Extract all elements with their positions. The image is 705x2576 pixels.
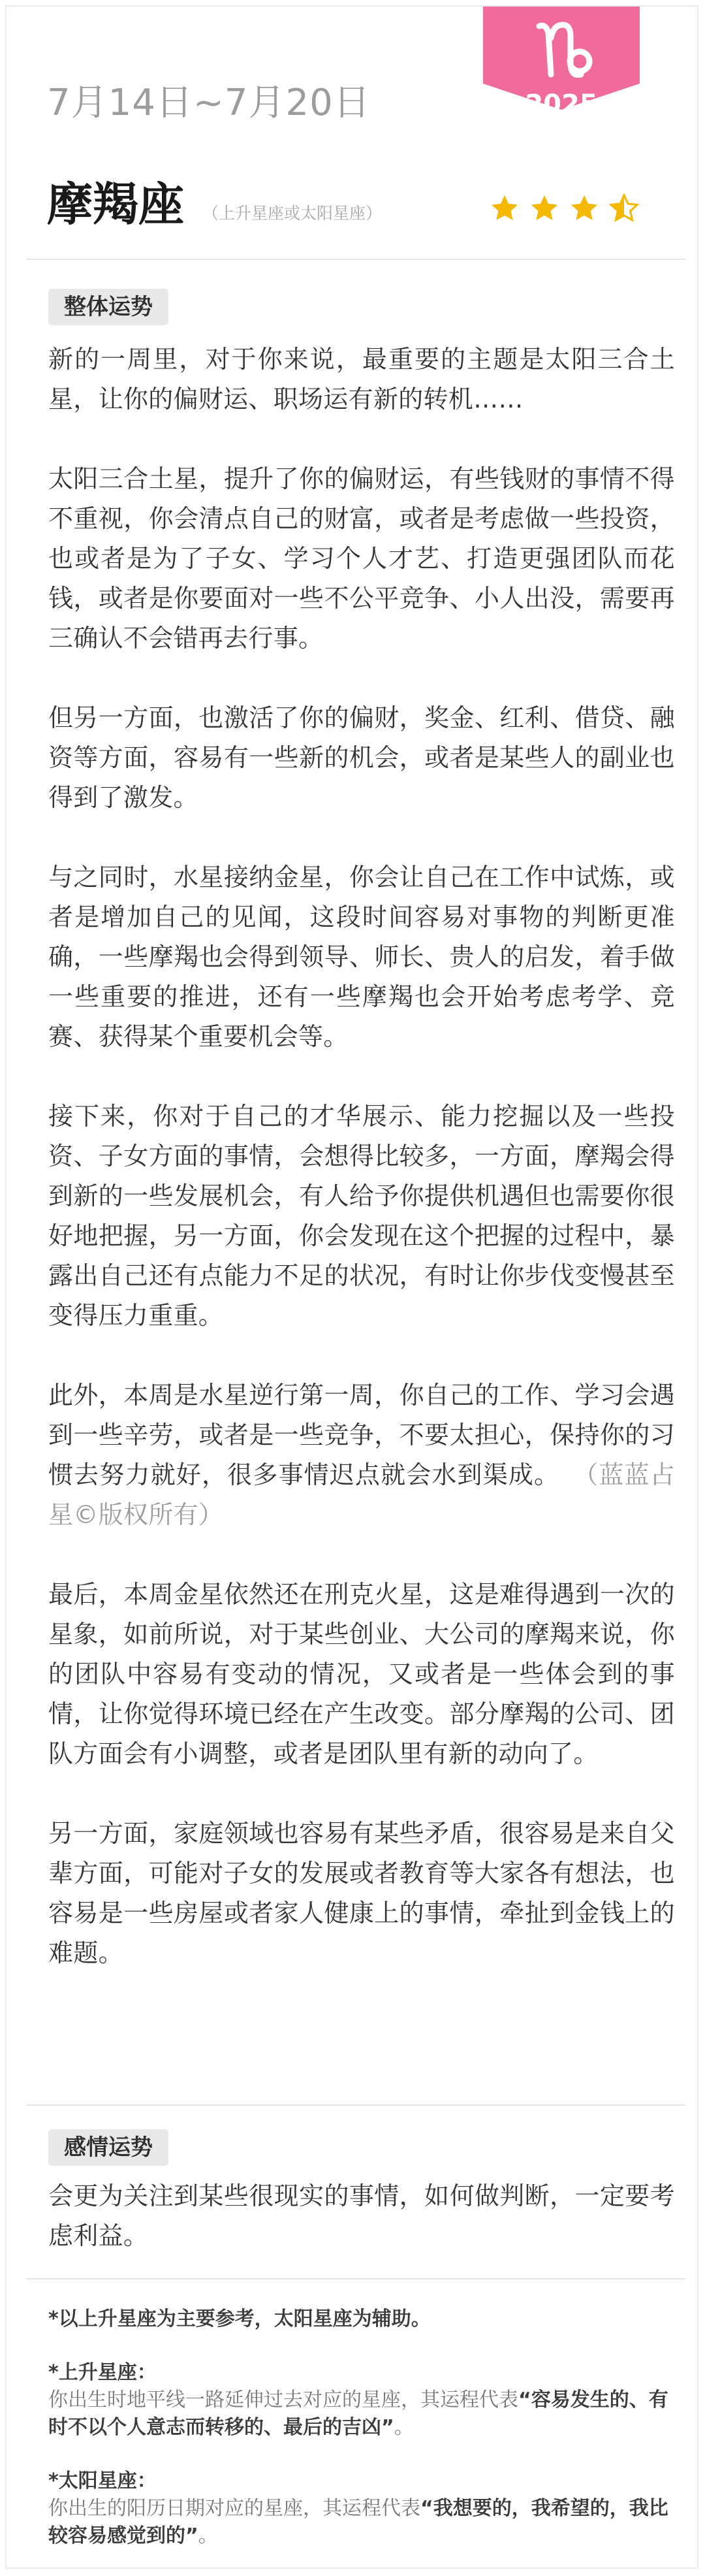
capricorn-icon <box>483 7 640 85</box>
paragraph: 与之同时，水星接纳金星，你会让自己在工作中试炼，或者是增加自己的见闻，这段时间容易对事物的判断更准确，一些摩羯也会得到领导、师长、贵人的启发，着手做一些重要的推进，还有一些摩羯也会开始考虑考学、竞赛、获得某个重要机会等。 <box>48 863 675 1051</box>
overall-section-title: 整体运势 <box>48 289 168 325</box>
year-label: 2025 <box>525 89 598 120</box>
rising-end: 。 <box>394 2416 414 2439</box>
divider <box>26 2278 685 2279</box>
divider <box>26 259 685 260</box>
sign-note: （上升星座或太阳星座） <box>202 204 383 223</box>
star-icon <box>529 193 559 223</box>
star-icon <box>569 193 599 223</box>
sun-highlight: “我想要的，我希望的，我比较容易感觉到的” <box>48 2497 668 2547</box>
paragraph: 新的一周里，对于你来说，最重要的主题是太阳三合土星，让你的偏财运、职场运有新的转机…… <box>48 345 675 413</box>
paragraph: 太阳三合土星，提升了你的偏财运，有些钱财的事情不得不重视，你会清点自己的财富，或者是考虑做一些投资，也或者是为了子女、学习个人才艺、打造更强团队而花钱，或者是你要面对一些不公平竞争、小人出没，需要再三确认不会错再去行事。 <box>48 464 675 652</box>
year-ribbon <box>483 7 640 120</box>
paragraph <box>48 1376 675 1535</box>
divider <box>26 2104 685 2106</box>
love-section-title: 感情运势 <box>48 2129 168 2166</box>
rising-note <box>48 2359 675 2441</box>
paragraph: 但另一方面，也激活了你的偏财，奖金、红利、借贷、融资等方面，容易有一些新的机会，或者是某些人的副业也得到了激发。 <box>48 703 675 812</box>
overall-body <box>48 340 675 2013</box>
paragraph: 另一方面，家庭领域也容易有某些矛盾，很容易是来自父辈方面，可能对子女的发展或者教育等大家各有想法，也容易是一些房屋或者家人健康上的事情，牵扯到金钱上的难题。 <box>48 1819 675 1967</box>
paragraph: 最后，本周金星依然还在刑克火星，这是难得遇到一次的星象，如前所说，对于某些创业、大公司的摩羯来说，你的团队中容易有变动的情况，又或者是一些体会到的事情，让你觉得环境已经在产生改变。部分摩羯的公司、团队方面会有小调整，或者是团队里有新的动向了。 <box>48 1580 675 1768</box>
sun-note <box>48 2468 675 2550</box>
sun-end: 。 <box>198 2524 218 2547</box>
sun-text: 你出生的阳历日期对应的星座，其运程代表 <box>48 2497 420 2520</box>
love-body: 会更为关注到某些很现实的事情，如何做判断，一定要考虑利益。 <box>48 2182 675 2250</box>
paragraph-text: 此外，本周是水星逆行第一周，你自己的工作、学习会遇到一些辛劳，或者是一些竞争，不要太担心，保持你的习惯去努力就好，很多事情迟点就会水到渠成。 <box>48 1381 675 1489</box>
paragraph: 接下来，你对于自己的才华展示、能力挖掘以及一些投资、子女方面的事情，会想得比较多，一方面，摩羯会得到新的一些发展机会，有人给予你提供机遇但也需要你很好地把握，另一方面，你会发现在这个把握的过程中，暴露出自己还有点能力不足的状况，有时让你步伐变慢甚至变得压力重重。 <box>48 1102 675 1330</box>
date-range: 7月14日~7月20日 <box>47 82 371 124</box>
copyright-note: （蓝蓝占星©版权所有） <box>48 1460 675 1529</box>
sign-name: 摩羯座 <box>47 178 184 231</box>
rising-text: 你出生时地平线一路延伸过去对应的星座，其运程代表 <box>48 2389 518 2411</box>
horoscope-card <box>5 5 698 2569</box>
sun-title: *太阳星座： <box>48 2470 157 2492</box>
footnotes <box>48 2306 675 2576</box>
rising-highlight: “容易发生的、有时不以个人意志而转移的、最后的吉凶” <box>48 2389 668 2439</box>
main-note: *以上升星座为主要参考，太阳星座为辅助。 <box>48 2308 431 2330</box>
star-icon <box>490 193 520 223</box>
rating-stars <box>490 193 646 235</box>
half-star-icon <box>609 193 639 223</box>
rising-title: *上升星座： <box>48 2361 157 2384</box>
